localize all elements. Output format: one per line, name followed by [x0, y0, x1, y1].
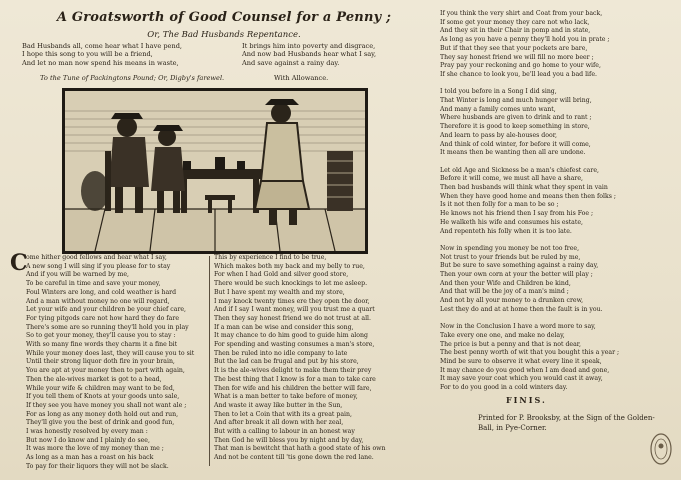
- verse-line: He walketh his wife and consumes his estate,: [440, 218, 583, 226]
- verse-line: And after break it all down with her zeal,: [214, 419, 344, 427]
- imprint: [478, 413, 655, 433]
- verse-line: When they have good home and means then then folks ;: [440, 192, 616, 200]
- verse-line: And think of cold winter, for before it will come,: [440, 140, 591, 148]
- verse-line: Then God he will bless you by night and by day,: [214, 436, 364, 444]
- verse-line: But with a calling to labour in an honest way: [214, 428, 355, 436]
- verse-line: And not be content till 'tis gone down the red lane.: [214, 454, 374, 462]
- verse-line: While your money does last, they will cause you to sit: [26, 349, 195, 357]
- imprint-line: Ball, in Pye-Corner.: [478, 424, 547, 432]
- verse-line: Then bad husbands will think what they spent in vain: [440, 184, 608, 192]
- verse-line: What is a man better to take before of money,: [214, 393, 358, 401]
- intro-line: And save against a rainy day.: [242, 58, 340, 67]
- verse-line: Lest they do and at at home then the fault is in you.: [440, 305, 603, 313]
- verse-line: Let old Age and Sickness be a man's chiefest care,: [440, 166, 599, 174]
- verse-line: And if you will be warned by me,: [26, 271, 130, 279]
- verse-line: And a man without money no one will regard,: [26, 297, 170, 305]
- verse-line: Take every one one, and make no delay,: [440, 331, 565, 339]
- finis-label: FINIS.: [506, 395, 547, 405]
- verse-line: But be sure to save something against a rainy day,: [440, 262, 599, 270]
- verse-line: If she chance to look you, be'll lead you a bad life.: [440, 70, 597, 78]
- verse-line: Then be ruled into no idle company to late: [214, 349, 348, 357]
- verse-line: Therefore it is good to keep something in store,: [440, 123, 590, 131]
- verse-line: But if that they see that your pockets are bare,: [440, 44, 588, 52]
- intro-verse-right: [242, 42, 376, 67]
- verse-line: If you think the very shirt and Coat from your back,: [440, 10, 603, 17]
- verse-line: He knows not his friend then I say from his Foe ;: [440, 210, 594, 218]
- verse-line: Not trust to your friends but be ruled by me,: [440, 253, 581, 261]
- verse-line: It may save your coat which you would cast it away,: [440, 375, 603, 383]
- verse-line: And if I say I want money, will you trust me a quart: [214, 306, 375, 314]
- verse-line: They say honest friend we will fill no more beer ;: [440, 53, 594, 61]
- verse-line: They'll give you the best of drink and good fun,: [26, 419, 175, 427]
- drop-cap: C: [10, 250, 28, 276]
- verse-line: Then to let a Coin that with its a great pain,: [214, 410, 352, 418]
- tavern-scene-image: [65, 91, 365, 251]
- verse-line: Then for wife and his children the better will fare,: [214, 384, 372, 392]
- intro-line: And now bad Husbands hear what I say,: [242, 50, 377, 59]
- verse-line: For as long as any money doth hold out and run,: [26, 410, 179, 418]
- verse-line: Foul Winters are long, and cold weather is hard: [26, 288, 177, 296]
- tune-text: To the Tune of Packingtons Pound; Or, Digby's farewel.: [40, 74, 225, 82]
- verse-column-2: [214, 254, 385, 463]
- verse-line: If you tell them of Knots at your goods unto sale,: [26, 393, 180, 401]
- verse-line: If a man can be wise and consider this song,: [214, 323, 354, 331]
- verse-line: It may chance do you good when I am dead and gone,: [440, 366, 610, 374]
- verse-line: I may knock twenty times ere they open the door,: [214, 297, 370, 305]
- verse-line: And learn to pass by ale-houses door,: [440, 131, 557, 139]
- verse-line: So to get your money, they'll cause you to stay :: [26, 332, 176, 340]
- verse-line: It means then be wanting then all are undone.: [440, 149, 586, 157]
- verse-line: And then your Wife and Children be kind,: [440, 279, 571, 287]
- verse-line: Then they say honest friend we do not trust at all.: [214, 314, 371, 322]
- intro-line: Bad Husbands all, come hear what I have pend,: [22, 42, 183, 50]
- verse-line: Pray pay your reckoning and go home to your wife,: [440, 62, 601, 70]
- verse-column-1: [26, 254, 194, 472]
- verse-line: But I have spent my wealth and my store,: [214, 288, 345, 296]
- verse-line: For spending and wasting consumes a man's store,: [214, 341, 375, 349]
- verse-line: Let your wife and your children be your chief care,: [26, 306, 187, 314]
- verse-line: The price is but a penny and that is not dear,: [440, 340, 582, 348]
- verse-line: Where husbands are given to drink and to rant ;: [440, 114, 592, 122]
- verse-line: The best thing that I know is for a man to take care: [214, 375, 376, 383]
- verse-line: As long as you have a penny they'll hold you in prate ;: [440, 36, 610, 44]
- verse-line: There's some are so running they'll hold you in play: [26, 323, 189, 331]
- column-rule: [209, 256, 210, 466]
- verse-line: Before it will come, we must all have a share,: [440, 175, 584, 183]
- intro-line: It brings him into poverty and disgrace,: [242, 42, 376, 50]
- verse-line: And that will be the joy of a man's mind ;: [440, 288, 569, 296]
- verse-line: To pay for their liquors they will not be slack.: [26, 462, 169, 470]
- verse-line: That Winter is long and much hunger will bring,: [440, 97, 592, 105]
- intro-verse-left: [22, 42, 182, 67]
- allowance-text: With Allowance.: [274, 74, 329, 82]
- verse-line: But now I do know and I plainly do see,: [26, 436, 150, 444]
- verse-line: There would be such knockings to let me asleep.: [214, 280, 368, 288]
- verse-line: Is it not then folly for a man to be so ;: [440, 201, 559, 209]
- verse-line: Then the ale-wives market is got to a head,: [26, 375, 162, 383]
- verse-line: And repenteth his folly when it is too late.: [440, 227, 572, 235]
- verse-line: I was honestly resolved by every man :: [26, 428, 148, 436]
- woodcut-illustration: [62, 88, 368, 254]
- verse-line: And waste it away like butter in the Sun,: [214, 401, 343, 409]
- verse-line: To be careful in time and save your money,: [26, 280, 161, 288]
- verse-line: While your wife & children may want to be fed,: [26, 384, 175, 392]
- verse-line: As long as a man has a roast on his back: [26, 454, 154, 462]
- verse-line: It was more the love of my money than me ;: [26, 445, 164, 453]
- verse-line: [440, 80, 619, 89]
- verse-line: Mind be sure to observe it what every line it speak,: [440, 358, 602, 366]
- intro-line: And let no man now spend his means in waste,: [22, 58, 179, 67]
- verse-line: Until their strong liquor doth fire in your brain,: [26, 358, 175, 366]
- verse-line: And many a family comes unto want,: [440, 105, 556, 113]
- intro-line: I hope this song to you will be a friend,: [22, 50, 153, 59]
- verse-line: But the lad can be frugal and put by his store,: [214, 358, 359, 366]
- imprint-line: Printed for P. Brooksby, at the Sign of the Golden-: [478, 414, 655, 422]
- verse-line: Then your own corn at your the better will play ;: [440, 271, 593, 279]
- ballad-title: A Groatsworth of Good Counsel for a Penny ;: [56, 10, 392, 25]
- verse-line: That man is bewitcht that hath a good state of his own: [214, 445, 386, 453]
- verse-line: It is the ale-wives delight to make them their prey: [214, 367, 372, 375]
- verse-column-3: [440, 10, 619, 393]
- ballad-subtitle: Or, The Bad Husbands Repentance.: [147, 30, 301, 40]
- verse-line: For tying pitgods care not how hard they do fare: [26, 314, 179, 322]
- verse-line: The best penny worth of wit that you bought this a year ;: [440, 349, 620, 357]
- verse-line: This by experience I find to be true,: [214, 254, 327, 261]
- verse-line: Now in the Conclusion I have a word more to say,: [440, 323, 596, 331]
- library-seal-icon: [650, 432, 672, 466]
- verse-line: I told you before in a Song I did sing,: [440, 88, 557, 96]
- verse-line: [440, 236, 619, 245]
- verse-line: [440, 158, 619, 167]
- verse-line: With so many fine words they charm it a fine bit: [26, 341, 178, 349]
- verse-line: [440, 315, 619, 324]
- verse-line: Which makes both my back and my belly to rue,: [214, 262, 365, 270]
- verse-line: A new song I will sing if you please for to stay: [26, 262, 171, 270]
- verse-line: ome hither good fellows and hear what I say,: [26, 254, 167, 261]
- verse-line: It may chance to do him good to guide him along: [214, 332, 368, 340]
- verse-line: If some get your money they care not who lack,: [440, 18, 590, 26]
- verse-line: You are apt at your money then to part with again,: [26, 367, 185, 375]
- verse-line: And they sit in their Chair in pomp and in state,: [440, 27, 591, 35]
- tune-line: [40, 74, 370, 82]
- verse-line: For to do you good in a cold winters day.: [440, 384, 568, 392]
- verse-line: For when I had Gold and silver good store,: [214, 271, 349, 279]
- verse-line: And not by all your money to a drunken crew,: [440, 297, 584, 305]
- verse-line: If they see you have money you shall not want ale ;: [26, 401, 187, 409]
- verse-line: Now in spending you money be not too free,: [440, 244, 580, 252]
